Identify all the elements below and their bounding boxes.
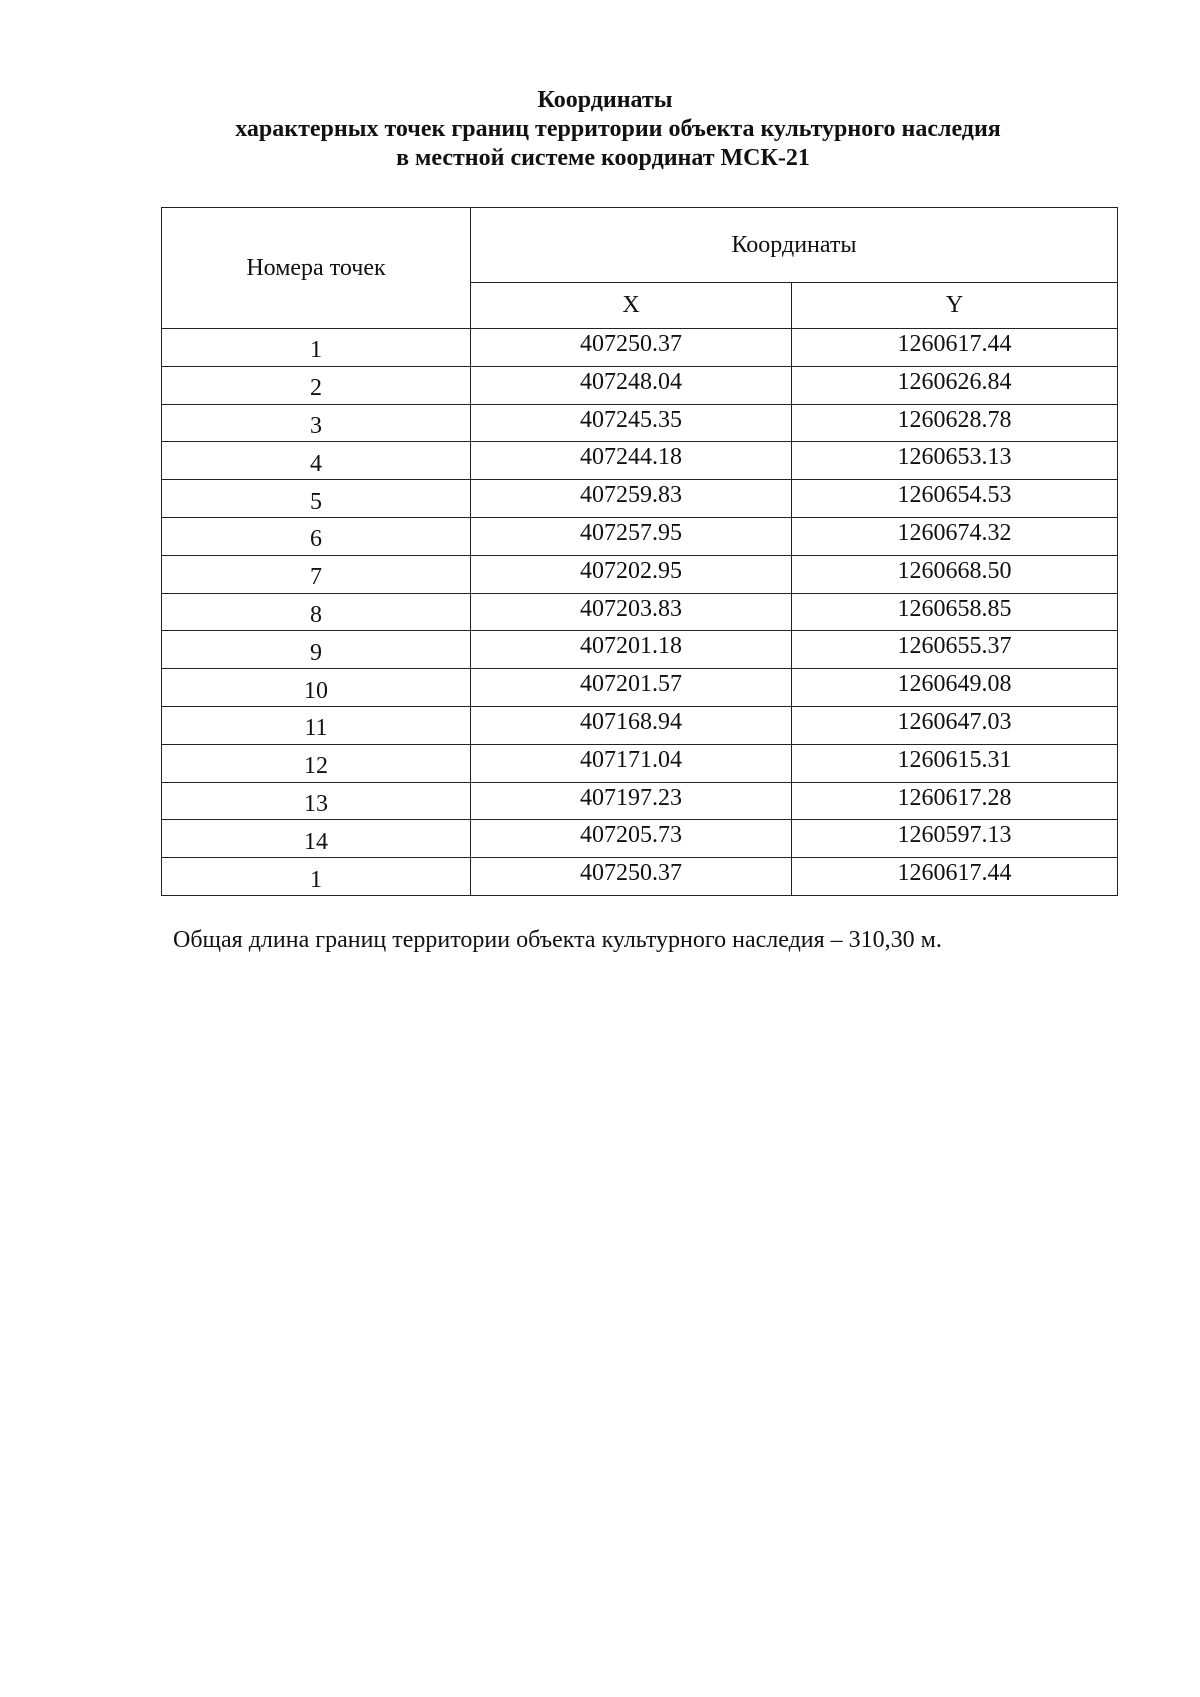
y-coordinate-cell: 1260658.85 — [792, 593, 1118, 631]
x-coordinate-cell: 407248.04 — [471, 366, 792, 404]
x-coordinate-cell: 407259.83 — [471, 480, 792, 518]
coordinates-table — [161, 207, 1118, 896]
y-coordinate-cell: 1260668.50 — [792, 555, 1118, 593]
y-coordinate-cell: 1260655.37 — [792, 631, 1118, 669]
y-coordinate-cell: 1260626.84 — [792, 366, 1118, 404]
point-number-cell: 7 — [162, 555, 471, 593]
y-coordinate-cell: 1260617.44 — [792, 858, 1118, 896]
point-number-cell: 1 — [162, 329, 471, 367]
table-row — [162, 782, 1118, 820]
header-x: X — [471, 283, 792, 329]
title-line-2: характерных точек границ территории объекта культурного наследия — [235, 116, 1001, 142]
x-coordinate-cell: 407201.18 — [471, 631, 792, 669]
table-row — [162, 404, 1118, 442]
table-row — [162, 329, 1118, 367]
y-coordinate-cell: 1260649.08 — [792, 669, 1118, 707]
x-coordinate-cell: 407203.83 — [471, 593, 792, 631]
y-coordinate-cell: 1260617.44 — [792, 329, 1118, 367]
table-body — [162, 329, 1118, 896]
header-coordinates: Координаты — [471, 208, 1118, 283]
table-row — [162, 858, 1118, 896]
x-coordinate-cell: 407245.35 — [471, 404, 792, 442]
point-number-cell: 6 — [162, 517, 471, 555]
y-coordinate-cell: 1260597.13 — [792, 820, 1118, 858]
point-number-cell: 4 — [162, 442, 471, 480]
table-row — [162, 593, 1118, 631]
point-number-cell: 1 — [162, 858, 471, 896]
table-row — [162, 480, 1118, 518]
header-point-numbers: Номера точек — [162, 208, 471, 329]
table-row — [162, 366, 1118, 404]
y-coordinate-cell: 1260615.31 — [792, 744, 1118, 782]
x-coordinate-cell: 407205.73 — [471, 820, 792, 858]
table-row — [162, 820, 1118, 858]
y-coordinate-cell: 1260628.78 — [792, 404, 1118, 442]
y-coordinate-cell: 1260654.53 — [792, 480, 1118, 518]
x-coordinate-cell: 407250.37 — [471, 858, 792, 896]
x-coordinate-cell: 407257.95 — [471, 517, 792, 555]
point-number-cell: 10 — [162, 669, 471, 707]
title-line-1: Координаты — [537, 87, 673, 113]
table-row — [162, 555, 1118, 593]
table-row — [162, 631, 1118, 669]
point-number-cell: 2 — [162, 366, 471, 404]
point-number-cell: 13 — [162, 782, 471, 820]
y-coordinate-cell: 1260647.03 — [792, 706, 1118, 744]
y-coordinate-cell: 1260617.28 — [792, 782, 1118, 820]
x-coordinate-cell: 407168.94 — [471, 706, 792, 744]
point-number-cell: 14 — [162, 820, 471, 858]
point-number-cell: 8 — [162, 593, 471, 631]
point-number-cell: 12 — [162, 744, 471, 782]
point-number-cell: 5 — [162, 480, 471, 518]
x-coordinate-cell: 407201.57 — [471, 669, 792, 707]
point-number-cell: 11 — [162, 706, 471, 744]
total-length-note: Общая длина границ территории объекта культурного наследия – 310,30 м. — [173, 927, 942, 953]
table-row — [162, 706, 1118, 744]
y-coordinate-cell: 1260674.32 — [792, 517, 1118, 555]
table-row — [162, 442, 1118, 480]
table-row — [162, 744, 1118, 782]
x-coordinate-cell: 407171.04 — [471, 744, 792, 782]
point-number-cell: 3 — [162, 404, 471, 442]
x-coordinate-cell: 407244.18 — [471, 442, 792, 480]
title-line-3: в местной системе координат МСК-21 — [396, 145, 810, 171]
header-y: Y — [792, 283, 1118, 329]
x-coordinate-cell: 407202.95 — [471, 555, 792, 593]
table-row — [162, 517, 1118, 555]
y-coordinate-cell: 1260653.13 — [792, 442, 1118, 480]
table-row — [162, 669, 1118, 707]
x-coordinate-cell: 407250.37 — [471, 329, 792, 367]
document-title — [0, 86, 1200, 173]
point-number-cell: 9 — [162, 631, 471, 669]
x-coordinate-cell: 407197.23 — [471, 782, 792, 820]
